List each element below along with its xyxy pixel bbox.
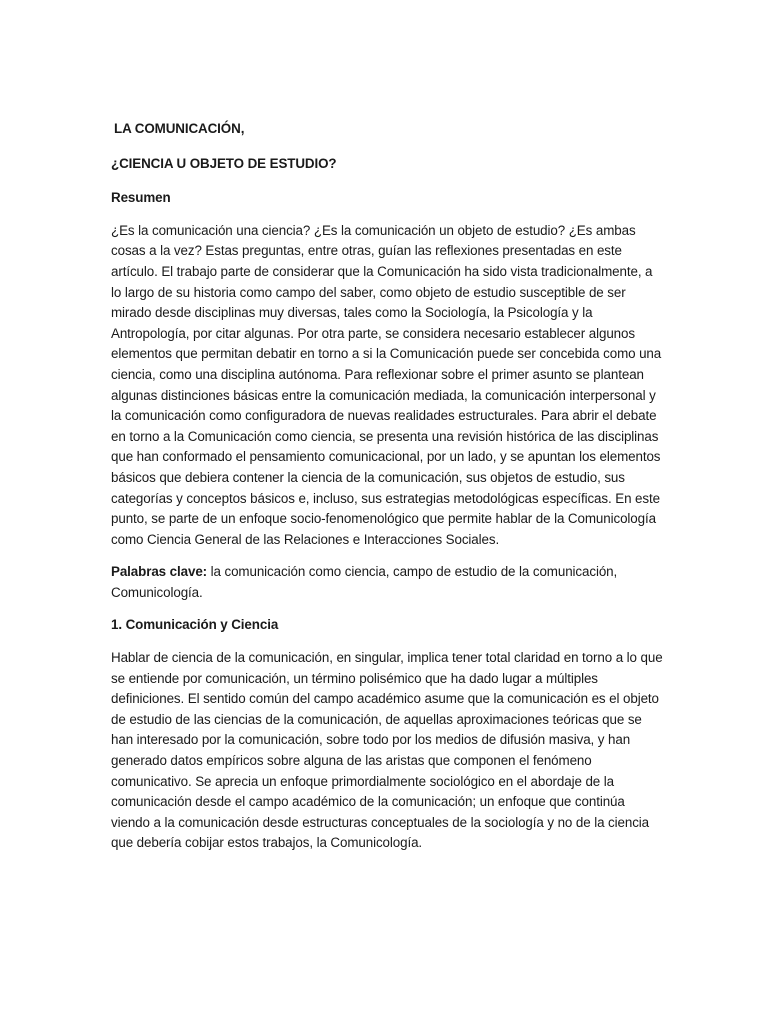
section-1-paragraph: Hablar de ciencia de la comunicación, en singular, implica tener total claridad en torno a lo que se entiende por comunicación, un término polisémico que ha dado lugar a múltiples definiciones. El sentido común del campo académico asume que la comunicación es el objeto de estudio de las ciencias de la comunicación, de aquellas aproximaciones teóricas que se han interesado por la comunicación, sobre todo por los medios de difusión masiva, y han generado datos empíricos sobre alguna de las aristas que componen el fenómeno comunicativo. Se aprecia un enfoque primordialmente sociológico en el abordaje de la comunicación desde el campo académico de la comunicación; un enfoque que continúa viendo a la comunicación desde estructuras conceptuales de la sociología y no de la ciencia que debería cobijar estos trabajos, la Comunicología.	[111, 650, 663, 851]
section-1-heading: 1. Comunicación y Ciencia	[111, 617, 279, 633]
abstract-paragraph: ¿Es la comunicación una ciencia? ¿Es la comunicación un objeto de estudio? ¿Es ambas cosas a la vez? Estas preguntas, entre otras, guían las reflexiones presentadas en este artículo. El trabajo parte de considerar que la Comunicación ha sido vista tradicionalmente, a lo largo de su historia como campo del saber, como objeto de estudio susceptible de ser mirado desde disciplinas muy diversas, tales como la Sociología, la Psicología y la Antropología, por citar algunas. Por otra parte, se considera necesario establecer algunos elementos que permitan debatir en torno a si la Comunicación puede ser concebida como una ciencia, como una disciplina autónoma. Para reflexionar sobre el primer asunto se plantean algunas distinciones básicas entre la comunicación mediada, la comunicación interpersonal y la comunicación como configuradora de nuevas realidades estructurales. Para abrir el debate en torno a la Comunicación como ciencia, se presenta una revisión histórica de las disciplinas que han conformado el pensamiento comunicacional, por un lado, y se apuntan los elementos básicos que debiera contener la ciencia de la comunicación, sus objetos de estudio, sus categorías y conceptos básicos e, incluso, sus estrategias metodológicas específicas. En este punto, se parte de un enfoque socio-fenomenológico que permite hablar de la Comunicología como Ciencia General de las Relaciones e Interacciones Sociales.	[111, 222, 662, 547]
document-title-line-1: LA COMUNICACIÓN,	[114, 121, 245, 136]
document-body	[111, 119, 663, 866]
keywords-label: Palabras clave:	[111, 564, 208, 580]
abstract-heading: Resumen	[111, 190, 171, 206]
keywords-text: la comunicación como ciencia, campo de estudio de la comunicación, Comunicología.	[111, 564, 618, 600]
document-title-line-2: ¿CIENCIA U OBJETO DE ESTUDIO?	[111, 155, 337, 171]
keywords-paragraph	[111, 562, 663, 603]
